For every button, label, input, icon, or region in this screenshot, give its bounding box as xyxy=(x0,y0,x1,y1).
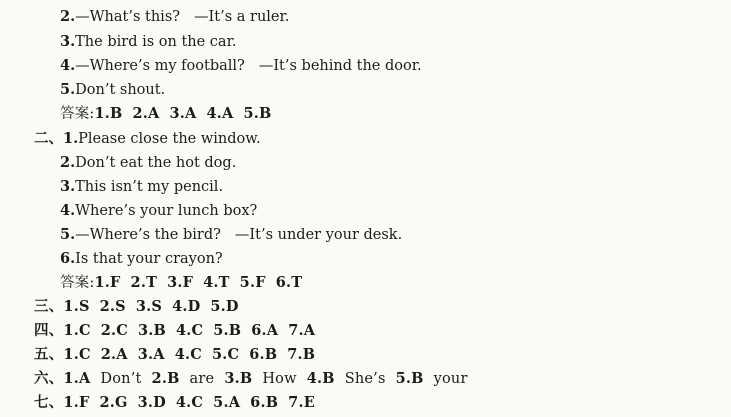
item-1-2 xyxy=(60,6,289,28)
answer: 7.E xyxy=(288,394,315,411)
answer: 1.F xyxy=(63,394,90,411)
answer: 4.T xyxy=(203,274,230,291)
answer: 3.B xyxy=(137,322,166,339)
question-text: —Where’s the bird? xyxy=(75,227,221,243)
answer: 6.B xyxy=(250,394,279,411)
item-number: 5. xyxy=(60,81,76,98)
answer: 1.B xyxy=(94,105,123,122)
item-1-3 xyxy=(60,31,237,53)
answer: 1.C xyxy=(63,346,91,363)
answer: 3.A xyxy=(169,105,197,122)
section-4-answers xyxy=(34,320,315,342)
item-text: The bird is on the car. xyxy=(75,34,237,50)
answer: 5.B xyxy=(213,322,242,339)
answer: 6.T xyxy=(275,274,303,291)
question-text: —Where’s my football? xyxy=(75,58,245,74)
answer-label: 答案: xyxy=(60,106,95,122)
answer: 1.S xyxy=(63,298,90,315)
answer: 5.F xyxy=(239,274,266,291)
section-3-answers xyxy=(34,296,239,318)
answer-word: Don’t xyxy=(100,371,142,387)
section-6-answers xyxy=(34,368,468,390)
answer: 5.B xyxy=(243,105,272,122)
section-1-answers xyxy=(60,103,272,125)
answer: 2.S xyxy=(99,298,126,315)
question-text: —What’s this? xyxy=(75,9,181,25)
answer: 1.C xyxy=(63,322,91,339)
section-label: 六、 xyxy=(34,370,64,387)
answer-word: your xyxy=(433,371,468,387)
answer: 2.T xyxy=(130,274,158,291)
answer-label: 答案: xyxy=(60,275,95,291)
item-number: 3. xyxy=(60,33,76,50)
item-2-4 xyxy=(60,200,257,222)
item-text: Don’t shout. xyxy=(75,82,166,98)
answer: 2.A xyxy=(132,105,160,122)
item-text: Is that your crayon? xyxy=(75,251,223,267)
answer: 5.A xyxy=(213,394,241,411)
answer: 2.B xyxy=(151,370,180,387)
answer-word: She’s xyxy=(344,371,386,387)
item-text: This isn’t my pencil. xyxy=(75,179,224,195)
item-1-4 xyxy=(60,55,422,77)
answer: 5.C xyxy=(211,346,240,363)
answer: 5.B xyxy=(395,370,424,387)
section-label: 七、 xyxy=(34,394,64,411)
answer-text: —It’s under your desk. xyxy=(234,227,403,243)
answer: 3.S xyxy=(135,298,163,315)
item-text: Don’t eat the hot dog. xyxy=(75,155,237,171)
answer: 6.B xyxy=(249,346,278,363)
answer: 4.B xyxy=(306,370,335,387)
answer: 3.D xyxy=(137,394,166,411)
item-number: 1. xyxy=(63,130,79,147)
item-2-1 xyxy=(34,128,261,150)
item-number: 3. xyxy=(60,178,76,195)
answer: 5.D xyxy=(210,298,239,315)
answer: 3.F xyxy=(167,274,194,291)
section-label: 四、 xyxy=(34,322,64,339)
answer: 4.A xyxy=(206,105,234,122)
item-number: 5. xyxy=(60,226,76,243)
answer-word: are xyxy=(189,371,215,387)
section-label: 五、 xyxy=(34,346,64,363)
answer-text: —It’s a ruler. xyxy=(194,9,290,25)
answer: 7.A xyxy=(288,322,316,339)
section-label: 三、 xyxy=(34,298,64,315)
answer: 1.A xyxy=(63,370,91,387)
answer: 1.F xyxy=(94,274,121,291)
item-text: Please close the window. xyxy=(78,131,261,147)
answer: 2.G xyxy=(99,394,128,411)
section-label: 二、 xyxy=(34,130,63,147)
item-2-6 xyxy=(60,248,223,270)
item-2-2 xyxy=(60,152,236,174)
item-number: 2. xyxy=(60,8,76,25)
answer: 7.B xyxy=(287,346,316,363)
answer: 6.A xyxy=(251,322,279,339)
section-5-answers xyxy=(34,344,315,366)
item-number: 4. xyxy=(60,202,76,219)
section-7-answers xyxy=(34,392,315,414)
answer-word: How xyxy=(262,371,297,387)
item-1-5 xyxy=(60,79,165,101)
section-2-answers xyxy=(60,272,302,294)
item-number: 6. xyxy=(60,250,76,267)
item-text: Where’s your lunch box? xyxy=(75,203,258,219)
answer: 2.A xyxy=(100,346,128,363)
item-2-3 xyxy=(60,176,223,198)
item-number: 4. xyxy=(60,57,76,74)
answer: 4.C xyxy=(175,394,204,411)
item-number: 2. xyxy=(60,154,76,171)
answer: 2.C xyxy=(100,322,128,339)
answer: 4.D xyxy=(172,298,201,315)
item-2-5 xyxy=(60,224,402,246)
answer: 3.A xyxy=(137,346,165,363)
answer: 4.C xyxy=(175,322,204,339)
answer: 3.B xyxy=(224,370,253,387)
answer-text: —It’s behind the door. xyxy=(258,58,422,74)
answer: 4.C xyxy=(174,346,202,363)
